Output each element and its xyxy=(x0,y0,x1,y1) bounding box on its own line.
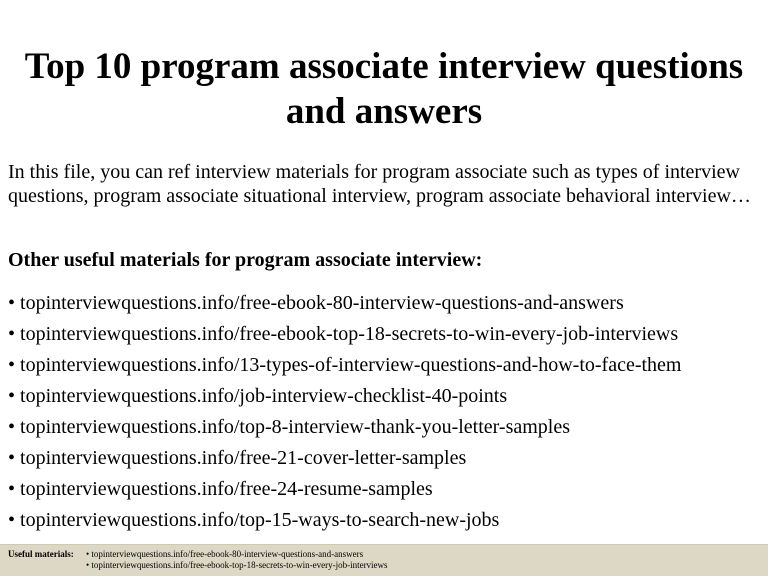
link-text[interactable]: topinterviewquestions.info/job-interview-checklist-40-points xyxy=(20,385,508,407)
footer-list-item[interactable] xyxy=(86,560,388,571)
list-item[interactable] xyxy=(8,319,768,350)
link-text[interactable]: topinterviewquestions.info/free-ebook-80-interview-questions-and-answers xyxy=(20,292,624,314)
bullet: • xyxy=(86,549,90,559)
link-text[interactable]: topinterviewquestions.info/free-ebook-top-18-secrets-to-win-every-job-interviews xyxy=(20,323,679,345)
list-item[interactable] xyxy=(8,381,768,412)
link-text[interactable]: topinterviewquestions.info/top-15-ways-to-search-new-jobs xyxy=(20,509,500,531)
list-item[interactable] xyxy=(8,350,768,381)
bullet: • xyxy=(8,354,16,376)
footer-link-text[interactable]: topinterviewquestions.info/free-ebook-80-interview-questions-and-answers xyxy=(91,549,364,559)
footer-link-text[interactable]: topinterviewquestions.info/free-ebook-top-18-secrets-to-win-every-job-interviews xyxy=(91,560,388,570)
intro-paragraph: In this file, you can ref interview materials for program associate such as types of interview questions, program associate situational interview, program associate behavioral interview… xyxy=(8,161,751,207)
materials-link-list xyxy=(8,288,768,536)
footer-list-item[interactable] xyxy=(86,549,388,560)
link-text[interactable]: topinterviewquestions.info/free-24-resume-samples xyxy=(20,478,433,500)
list-item[interactable] xyxy=(8,505,768,536)
footer-link-list xyxy=(86,549,388,571)
footer-bar xyxy=(0,544,768,576)
bullet: • xyxy=(8,385,16,407)
link-text[interactable]: topinterviewquestions.info/13-types-of-interview-questions-and-how-to-face-them xyxy=(20,354,682,376)
link-text[interactable]: topinterviewquestions.info/top-8-interview-thank-you-letter-samples xyxy=(20,416,571,438)
footer-label-text: Useful materials xyxy=(8,549,71,559)
slide-title: Top 10 program associate interview questions and answers xyxy=(24,46,744,132)
bullet: • xyxy=(86,560,90,570)
list-item[interactable] xyxy=(8,443,768,474)
bullet: • xyxy=(8,416,16,438)
bullet: • xyxy=(8,478,16,500)
bullet: • xyxy=(8,323,16,345)
bullet: • xyxy=(8,292,16,314)
link-text[interactable]: topinterviewquestions.info/free-21-cover-letter-samples xyxy=(20,447,467,469)
footer-label: Useful materials: xyxy=(8,549,74,559)
list-item[interactable] xyxy=(8,474,768,505)
list-item[interactable] xyxy=(8,412,768,443)
bullet: • xyxy=(8,447,16,469)
materials-heading: Other useful materials for program associate interview: xyxy=(8,249,483,271)
bullet: • xyxy=(8,509,16,531)
list-item[interactable] xyxy=(8,288,768,319)
